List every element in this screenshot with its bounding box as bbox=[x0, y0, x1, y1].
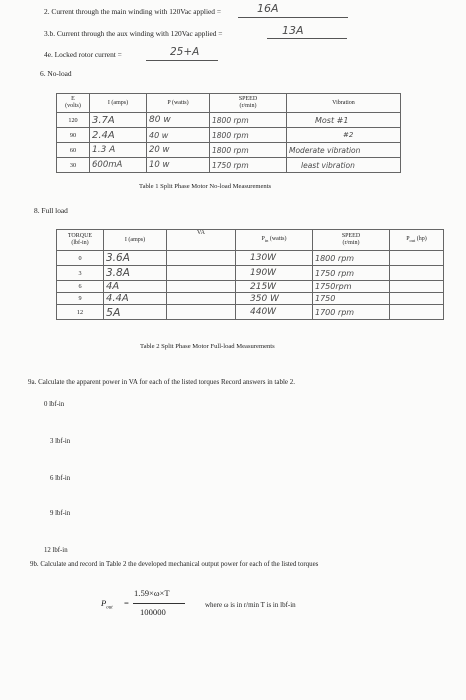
formula-equals: = bbox=[124, 598, 129, 608]
header-speed: SPEED (r/min) bbox=[313, 230, 390, 251]
full-load-table bbox=[56, 229, 444, 320]
cell-speed[interactable]: 1750 bbox=[313, 293, 390, 305]
cell-current[interactable]: 3.7A bbox=[90, 113, 147, 128]
cell-torque: 3 bbox=[57, 266, 104, 281]
table-row bbox=[57, 143, 401, 158]
formula-lhs: $P_{out}$ bbox=[101, 598, 113, 611]
cell-pout[interactable] bbox=[390, 281, 444, 293]
cell-current[interactable]: 1.3 A bbox=[90, 143, 147, 158]
cell-pin[interactable]: 350 W bbox=[236, 293, 313, 305]
cell-e: 30 bbox=[57, 158, 90, 173]
q9a-text: 9a. Calculate the apparent power in VA for each of the listed torques Record answers in table 2. bbox=[28, 378, 296, 386]
q9a-item-3: 3 lbf-in bbox=[50, 438, 71, 445]
cell-current[interactable]: 4A bbox=[104, 281, 167, 293]
cell-torque: 6 bbox=[57, 281, 104, 293]
cell-power[interactable]: 20 w bbox=[147, 143, 210, 158]
q9a-item-12: 12 lbf-in bbox=[44, 547, 68, 554]
header-torque: TORQUE (lbf-in) bbox=[57, 230, 104, 251]
header-pout: $P_{out}$ (hp) bbox=[390, 230, 444, 251]
header-e: E (volts) bbox=[57, 94, 90, 113]
no-load-caption: Table 1 Split Phase Motor No-load Measurements bbox=[139, 183, 272, 190]
cell-power[interactable]: 40 w bbox=[147, 128, 210, 143]
cell-speed[interactable]: 1750 rpm bbox=[210, 158, 287, 173]
no-load-heading: 6. No-load bbox=[40, 69, 72, 78]
table-row bbox=[57, 158, 401, 173]
q2-answer[interactable]: 16A bbox=[257, 2, 279, 15]
no-load-table bbox=[56, 93, 401, 173]
cell-current[interactable]: 3.6A bbox=[104, 251, 167, 266]
q3b-label: 3.b. Current through the aux winding with 120Vac applied = bbox=[44, 29, 223, 38]
cell-vibration[interactable]: Moderate vibration bbox=[287, 143, 401, 158]
cell-speed[interactable]: 1750rpm bbox=[313, 281, 390, 293]
q3b-answer-line bbox=[267, 38, 347, 39]
table-row bbox=[57, 281, 444, 293]
q4e-label: 4e. Locked rotor current = bbox=[44, 50, 122, 59]
cell-pin[interactable]: 130W bbox=[236, 251, 313, 266]
fraction-bar bbox=[133, 603, 185, 604]
header-speed: SPEED (r/min) bbox=[210, 94, 287, 113]
cell-va[interactable] bbox=[167, 251, 236, 266]
cell-torque: 0 bbox=[57, 251, 104, 266]
cell-current[interactable]: 600mA bbox=[90, 158, 147, 173]
header-vibration: Vibration bbox=[287, 94, 401, 113]
q9a-item-9: 9 lbf-in bbox=[50, 510, 71, 517]
cell-current[interactable]: 3.8A bbox=[104, 266, 167, 281]
full-load-header-row bbox=[57, 230, 444, 251]
q9a-item-0: 0 lbf-in bbox=[44, 401, 65, 408]
table-row bbox=[57, 293, 444, 305]
full-load-caption: Table 2 Split Phase Motor Full-load Measurements bbox=[140, 343, 275, 350]
q4e-answer[interactable]: 25+A bbox=[170, 46, 200, 58]
table-row bbox=[57, 113, 401, 128]
cell-vibration[interactable]: #2 bbox=[287, 128, 401, 143]
table-row bbox=[57, 305, 444, 320]
cell-pout[interactable] bbox=[390, 293, 444, 305]
table-row bbox=[57, 266, 444, 281]
header-current: I (amps) bbox=[104, 230, 167, 251]
formula-where: where ω is in r/min T is in lbf-in bbox=[205, 601, 296, 609]
full-load-heading: 8. Full load bbox=[34, 206, 68, 215]
formula-denominator: 100000 bbox=[140, 607, 166, 617]
cell-speed[interactable]: 1800 rpm bbox=[313, 251, 390, 266]
cell-torque: 9 bbox=[57, 293, 104, 305]
cell-vibration[interactable]: Most #1 bbox=[287, 113, 401, 128]
cell-e: 60 bbox=[57, 143, 90, 158]
cell-vibration[interactable]: least vibration bbox=[287, 158, 401, 173]
cell-pout[interactable] bbox=[390, 305, 444, 320]
cell-current[interactable]: 4.4A bbox=[104, 293, 167, 305]
cell-current[interactable]: 5A bbox=[104, 305, 167, 320]
cell-e: 90 bbox=[57, 128, 90, 143]
q4e-answer-line bbox=[146, 60, 218, 61]
table-row bbox=[57, 251, 444, 266]
cell-e: 120 bbox=[57, 113, 90, 128]
cell-pout[interactable] bbox=[390, 251, 444, 266]
cell-pin[interactable]: 440W bbox=[236, 305, 313, 320]
cell-va[interactable] bbox=[167, 281, 236, 293]
cell-current[interactable]: 2.4A bbox=[90, 128, 147, 143]
cell-torque: 12 bbox=[57, 305, 104, 320]
cell-pin[interactable]: 215W bbox=[236, 281, 313, 293]
header-current: I (amps) bbox=[90, 94, 147, 113]
header-va: VA bbox=[167, 230, 236, 251]
q2-answer-line bbox=[238, 17, 348, 18]
table-row bbox=[57, 128, 401, 143]
cell-speed[interactable]: 1800 rpm bbox=[210, 113, 287, 128]
q9b-text: 9b. Calculate and record in Table 2 the developed mechanical output power for each of the listed torques bbox=[30, 561, 319, 568]
cell-pin[interactable]: 190W bbox=[236, 266, 313, 281]
q9a-item-6: 6 lbf-in bbox=[50, 475, 71, 482]
no-load-header-row bbox=[57, 94, 401, 113]
cell-power[interactable]: 80 w bbox=[147, 113, 210, 128]
cell-speed[interactable]: 1800 rpm bbox=[210, 128, 287, 143]
header-power: P (watts) bbox=[147, 94, 210, 113]
cell-pout[interactable] bbox=[390, 266, 444, 281]
cell-speed[interactable]: 1750 rpm bbox=[313, 266, 390, 281]
q3b-answer[interactable]: 13A bbox=[282, 24, 304, 37]
cell-speed[interactable]: 1800 rpm bbox=[210, 143, 287, 158]
cell-va[interactable] bbox=[167, 305, 236, 320]
cell-speed[interactable]: 1700 rpm bbox=[313, 305, 390, 320]
cell-power[interactable]: 10 w bbox=[147, 158, 210, 173]
cell-va[interactable] bbox=[167, 266, 236, 281]
header-pin: $P_{in}$ (watts) bbox=[236, 230, 313, 251]
cell-va[interactable] bbox=[167, 293, 236, 305]
formula-numerator: 1.59×ω×T bbox=[134, 588, 170, 598]
q2-label: 2. Current through the main winding with 120Vac applied = bbox=[44, 7, 221, 16]
